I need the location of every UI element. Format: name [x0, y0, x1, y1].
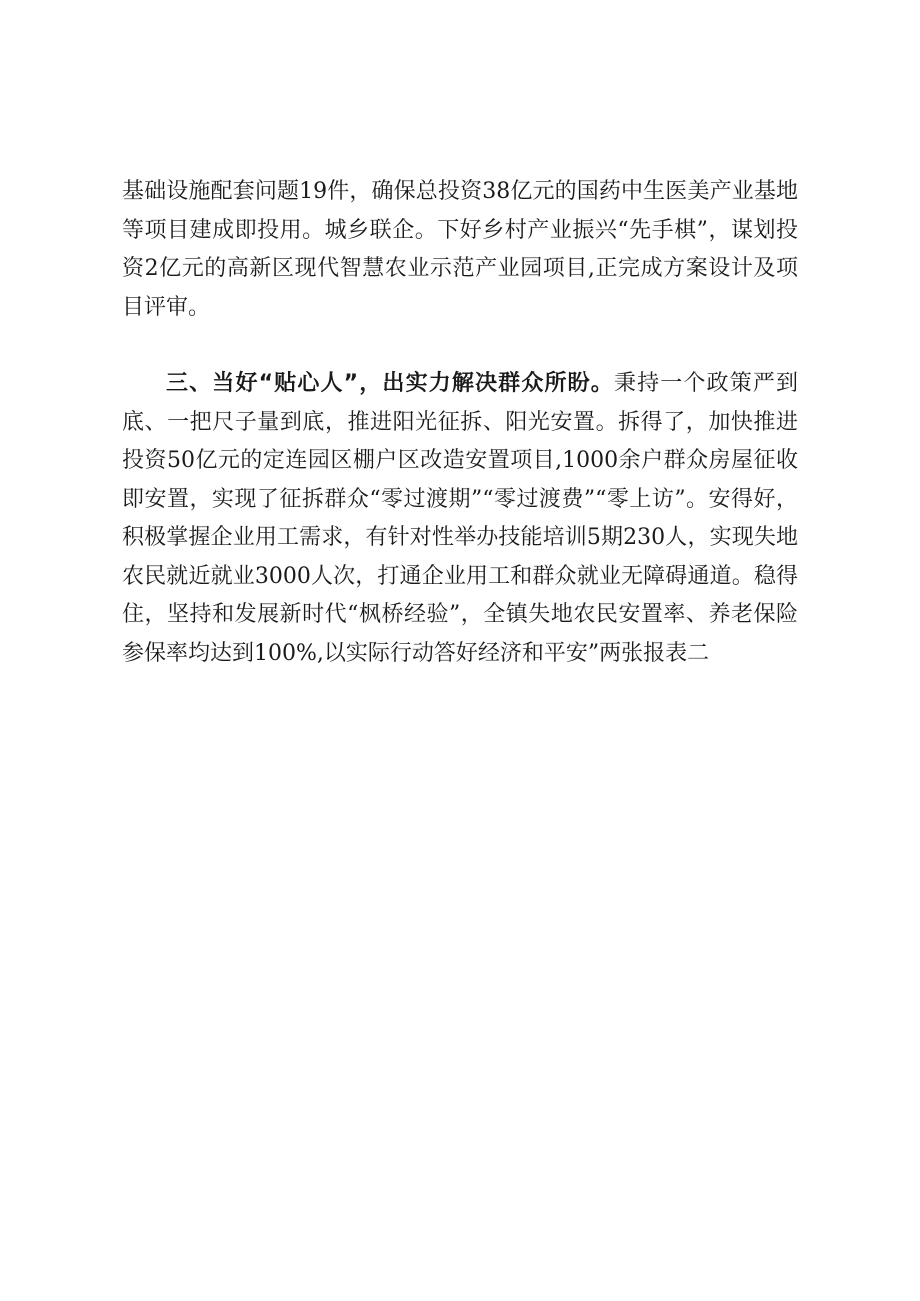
paragraph-continuation — [122, 173, 798, 327]
paragraph-text: 秉持一个政策严到底、一把尺子量到底，推进阳光征拆、阳光安置。拆得了，加快推进投资50亿元的定连园区棚户区改造安置项目,1000余户群众房屋征收即安置，实现了征拆群众“零过渡期”“零过渡费”“零上访”。安得好，积极掌握企业用工需求，有针对性举办技能培训5期230人，实现失地农民就近就业3000人次，打通企业用工和群众就业无障碍通道。稳得住，坚持和发展新时代“枫桥经验”，全镇失地农民安置率、养老保险参保率均达到100%,以实际行动答好经济和平安”两张报表二 — [122, 371, 798, 666]
section-heading: 三、当好“贴心人”，出实力解决群众所盼。 — [166, 371, 614, 396]
paragraph-section-three — [122, 365, 798, 673]
paragraph-text: 基础设施配套问题19件，确保总投资38亿元的国药中生医美产业基地等项目建成即投用。城乡联企。下好乡村产业振兴“先手棋”，谋划投资2亿元的高新区现代智慧农业示范产业园项目,正完成方案设计及项目评审。 — [122, 179, 798, 320]
